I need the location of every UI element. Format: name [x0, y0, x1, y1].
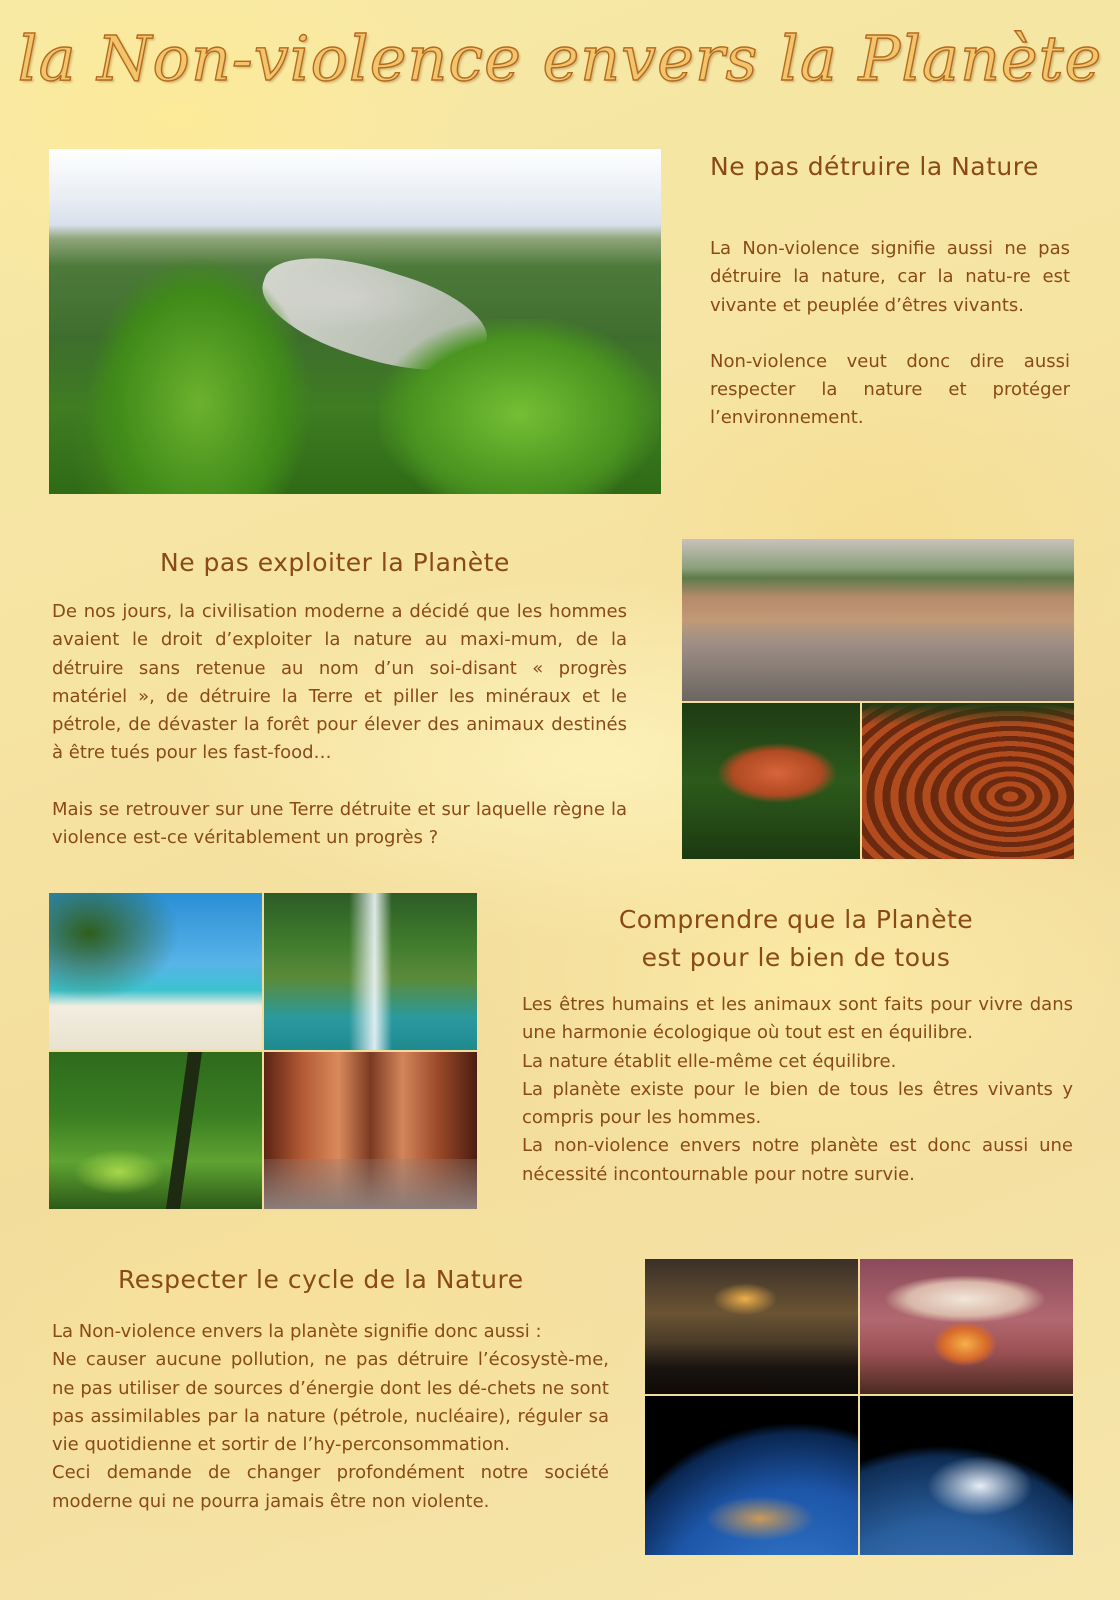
rainforest-river-photo	[49, 149, 661, 494]
foliage-left	[89, 259, 309, 494]
mining-collage	[682, 539, 1074, 859]
nature-collage	[49, 893, 477, 1211]
paragraph: La Non-violence signifie aussi ne pas détruire la nature, car la natu-re est vivante et peuplée d’êtres vivants.	[710, 238, 1070, 316]
heading-nature: Ne pas détruire la Nature	[710, 152, 1039, 181]
heading-cycle: Respecter le cycle de la Nature	[118, 1265, 524, 1294]
paragraph: Ne causer aucune pollution, ne pas détruire l’écosystè-me, ne pas utiliser de sources d’énergie dont les dé-chets ne sont pas assimilables par la nature (pétrole, nucléaire), réguler sa vie quotidienne et sortir de l’hy-perconsommation.	[52, 1349, 609, 1456]
pollution-collage	[645, 1259, 1073, 1555]
paragraph: Mais se retrouver sur une Terre détruite et sur laquelle règne la violence est-ce véritablement un progrès ?	[52, 798, 627, 849]
heading-exploit: Ne pas exploiter la Planète	[160, 548, 510, 577]
page-title: la Non-violence envers la Planète	[17, 22, 1103, 95]
canyon-photo	[264, 1052, 477, 1209]
foliage-right	[379, 319, 659, 494]
earth-clouds-photo	[860, 1396, 1073, 1555]
deforestation-photo	[682, 703, 860, 859]
section-cycle-text	[52, 1318, 609, 1516]
paragraph: La non-violence envers notre planète est donc aussi une nécessité incontournable pour notre survie.	[522, 1135, 1073, 1185]
paragraph: De nos jours, la civilisation moderne a décidé que les hommes avaient le droit d’exploiter la nature au maxi-mum, de la détruire sans retenue au nom d’un soi-disant « progrès matériel », de détruire la Terre et piller les minéraux et le pétrole, de dévaster la forêt pour élever des animaux destinés à être tués pour les fast-food…	[52, 601, 627, 764]
earth-from-space-photo	[645, 1396, 858, 1555]
industrial-pollution-photo	[645, 1259, 858, 1394]
open-pit-mine-photo	[682, 539, 1074, 701]
paragraph: Les êtres humains et les animaux sont faits pour vivre dans une harmonie écologique où tout est en équilibre.	[522, 994, 1073, 1044]
section-exploit-text	[52, 598, 627, 852]
section-planet-text	[522, 991, 1073, 1189]
paragraph: Ceci demande de changer profondément notre société moderne qui ne pourra jamais être non violente.	[52, 1462, 609, 1512]
jungle-photo	[49, 1052, 262, 1209]
nuclear-explosion-photo	[860, 1259, 1073, 1394]
paragraph: Non-violence veut donc dire aussi respecter la nature et protéger l’environnement.	[710, 350, 1070, 429]
paragraph: La nature établit elle-même cet équilibre.	[522, 1050, 897, 1072]
paragraph: La Non-violence envers la planète signifie donc aussi :	[52, 1321, 542, 1342]
section-nature-text	[710, 235, 1070, 433]
tropical-beach-photo	[49, 893, 262, 1050]
heading-planet-line2: est pour le bien de tous	[641, 943, 951, 972]
heading-planet-line1: Comprendre que la Planète	[618, 905, 974, 934]
waterfalls-photo	[264, 893, 477, 1050]
paragraph: La planète existe pour le bien de tous les êtres vivants y compris pour les hommes.	[522, 1078, 1073, 1129]
terraced-mine-photo	[862, 703, 1074, 859]
